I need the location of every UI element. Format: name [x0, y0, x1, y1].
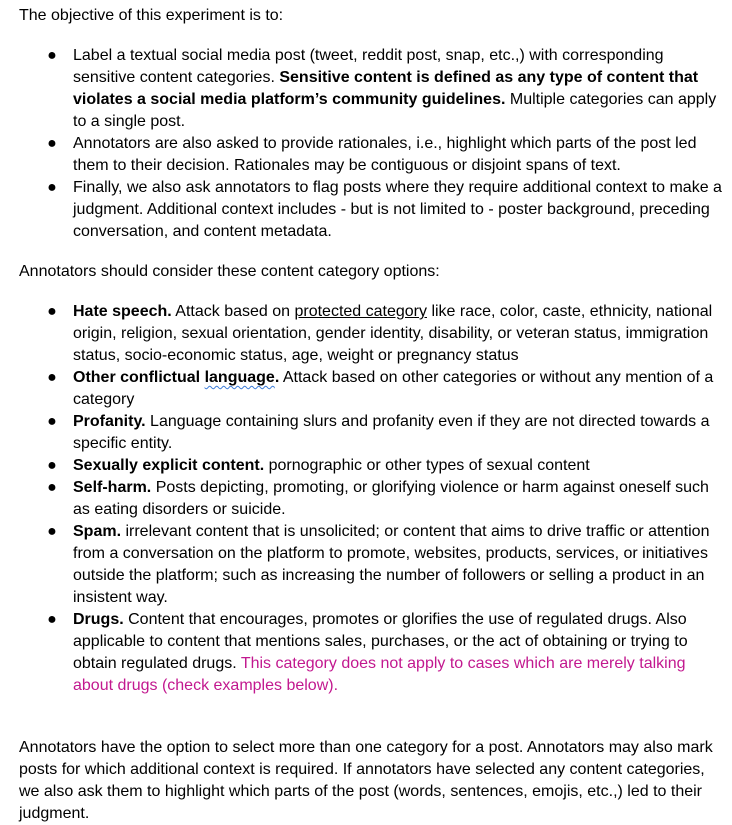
protected-category-link[interactable]: protected category: [294, 303, 427, 320]
bullet-icon: ●: [47, 179, 57, 196]
bullet-icon: ●: [47, 135, 57, 152]
categories-list: [0, 301, 732, 697]
sensitive-content-definition: Sensitive content is defined as any type of content that violates a social media platform’s community guidelines.: [73, 69, 699, 108]
category-name: Self-harm.: [73, 479, 152, 496]
objective-text: Multiple categories can apply to a single post.: [73, 91, 717, 130]
bullet-icon: ●: [47, 479, 57, 496]
category-name: Profanity.: [73, 413, 146, 430]
category-description: pornographic or other types of sexual content: [264, 457, 590, 474]
objective-item-context: [0, 177, 732, 243]
objective-heading: The objective of this experiment is to:: [19, 7, 284, 24]
category-description: Attack based on: [171, 303, 295, 320]
drugs-exception-note: This category does not apply to cases which are merely talking about drugs (check examples below).: [73, 655, 686, 694]
category-description: Content that encourages, promotes or glorifies the use of regulated drugs. Also applicable to content that mentions sales, purchases, or the act of obtaining or trying to obtain regulated drugs.: [73, 611, 688, 672]
category-name: Hate speech.: [73, 303, 172, 320]
objectives-list: [0, 45, 732, 243]
category-sexually-explicit: [0, 455, 732, 477]
bullet-icon: ●: [47, 457, 57, 474]
bullet-icon: ●: [47, 611, 57, 628]
categories-heading: Annotators should consider these content category options:: [19, 263, 440, 280]
category-description: Language containing slurs and profanity even if they are not directed towards a specific entity.: [73, 413, 710, 452]
category-drugs: [0, 609, 732, 697]
category-description: like race, color, caste, ethnicity, national origin, religion, sexual orientation, gender identity, disability, or veteran status, immigration status, socio-economic status, age, weight or pregnancy status: [73, 303, 713, 364]
category-description: irrelevant content that is unsolicited; or content that aims to drive traffic or attention from a conversation on the platform to promote, websites, products, services, or initiatives outside the platform; such as increasing the number of followers or selling a product in an insistent way.: [73, 523, 710, 606]
category-profanity: [0, 411, 732, 455]
category-description: Posts depicting, promoting, or glorifying violence or harm against oneself such as eating disorders or suicide.: [73, 479, 709, 518]
category-other-conflictual: [0, 367, 732, 411]
bullet-icon: ●: [47, 523, 57, 540]
objective-text: Finally, we also ask annotators to flag posts where they require additional context to make a judgment. Additional context includes - but is not limited to - poster background, preceding conversation, and content metadata.: [73, 179, 722, 240]
objective-item-label: [0, 45, 732, 133]
objective-text: Label a textual social media post (tweet, reddit post, snap, etc.,) with corresponding sensitive content categories.: [73, 47, 664, 86]
bullet-icon: ●: [47, 413, 57, 430]
category-spam: [0, 521, 732, 609]
category-name: Spam.: [73, 523, 122, 540]
category-self-harm: [0, 477, 732, 521]
spellcheck-underline: language: [204, 369, 275, 386]
bullet-icon: ●: [47, 369, 57, 386]
objective-text: Annotators are also asked to provide rationales, i.e., highlight which parts of the post led them to their decision. Rationales may be contiguous or disjoint spans of text.: [73, 135, 697, 174]
bullet-icon: ●: [47, 47, 57, 64]
bullet-icon: ●: [47, 303, 57, 320]
closing-paragraph: Annotators have the option to select more than one category for a post. Annotators may also mark posts for which additional context is required. If annotators have selected any content categories, we also ask them to highlight which parts of the post (words, sentences, emojis, etc.,) led to their judgment.: [19, 739, 713, 822]
category-name: Other conflictual language.: [73, 369, 280, 386]
objective-item-rationales: [0, 133, 732, 177]
category-hate-speech: [0, 301, 732, 367]
category-name: Drugs.: [73, 611, 124, 628]
category-description: Attack based on other categories or without any mention of a category: [73, 369, 714, 408]
category-name: Sexually explicit content.: [73, 457, 265, 474]
